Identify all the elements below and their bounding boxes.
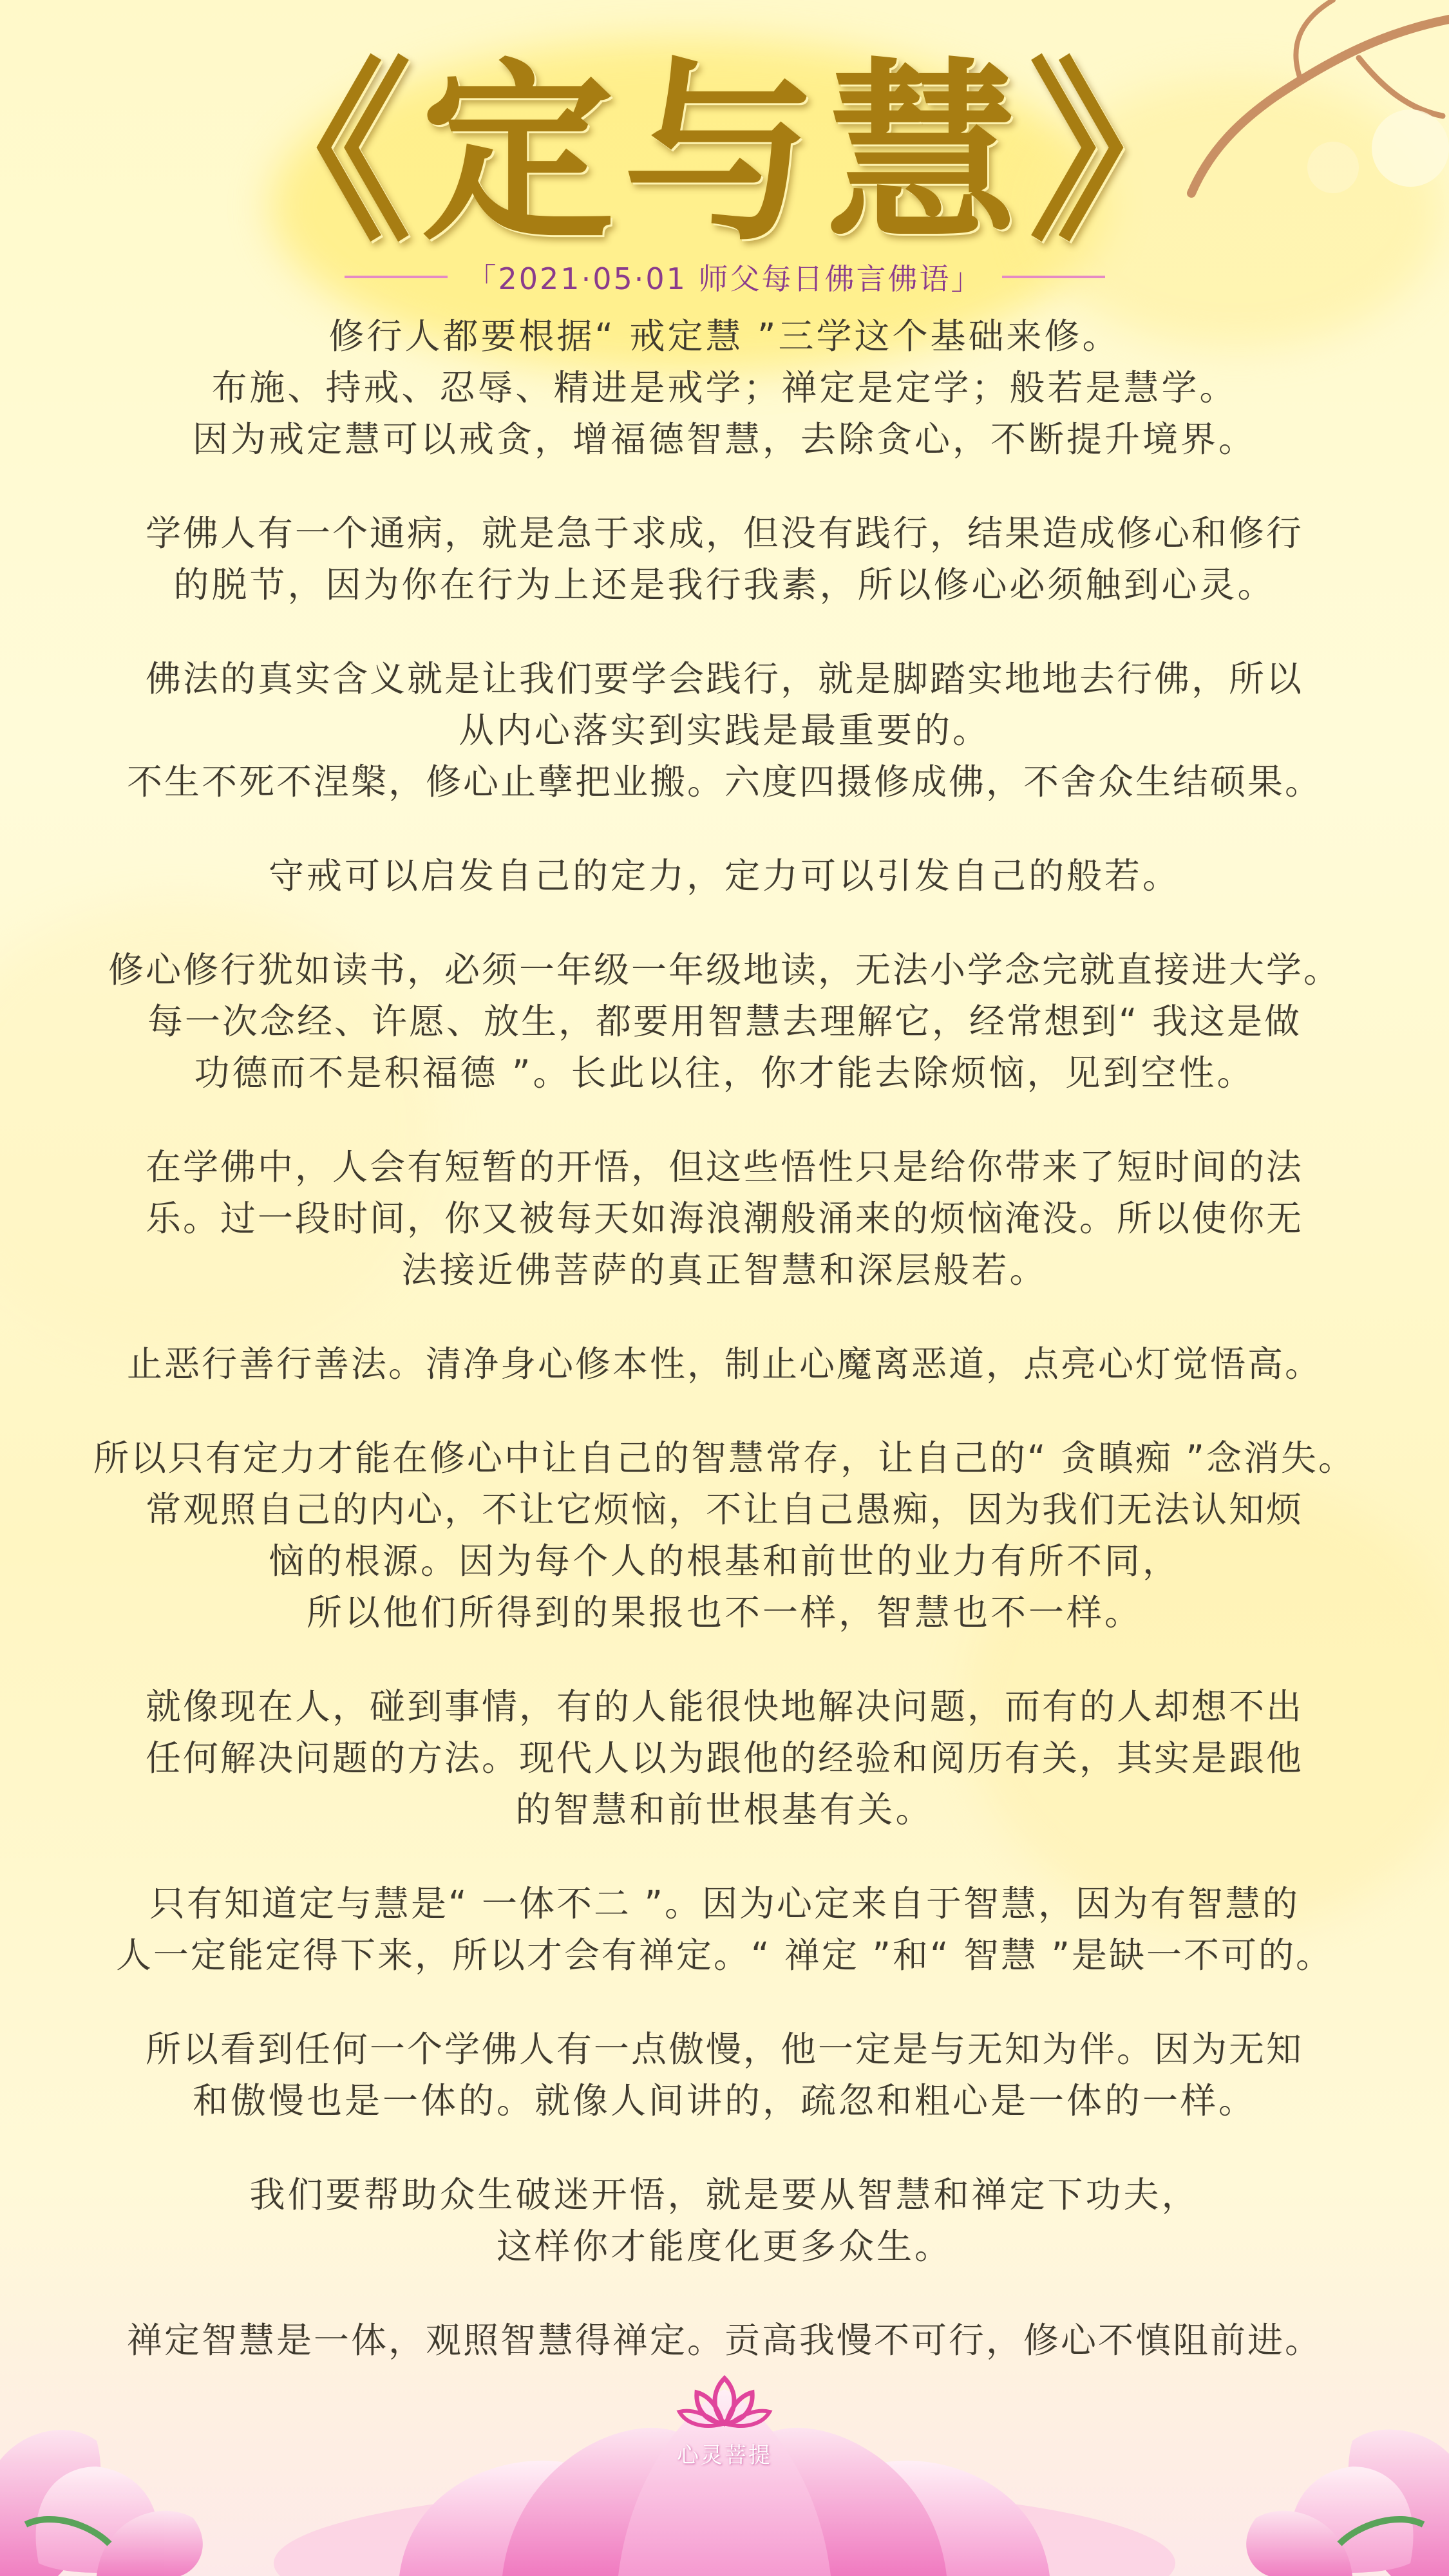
paragraph-4 [39, 850, 1410, 902]
text-line: 所以看到任何一个学佛人有一点傲慢，他一定是与无知为伴。因为无知 [145, 2029, 1303, 2070]
text-line: 在学佛中，人会有短暂的开悟，但这些悟性只是给你带来了短时间的法 [145, 1146, 1303, 1188]
text-line: 从内心落实到实践是最重要的。 [458, 710, 990, 751]
paragraph-12 [39, 2169, 1410, 2272]
text-line: 所以他们所得到的果报也不一样，智慧也不一样。 [306, 1592, 1142, 1633]
text-line: 止恶行善行善法。清净身心修本性，制止心魔离恶道，点亮心灯觉悟高。 [126, 1343, 1322, 1385]
text-line: 不生不死不涅槃，修心止孽把业搬。六度四摄修成佛，不舍众生结硕果。 [126, 761, 1322, 802]
article-body [39, 310, 1410, 2409]
subtitle: 「2021·05·01 师父每日佛言佛语」 [466, 261, 983, 296]
text-line: 常观照自己的内心，不让它烦恼，不让自己愚痴，因为我们无法认知烦 [145, 1489, 1303, 1530]
text-line: 的智慧和前世根基有关。 [515, 1789, 934, 1830]
paragraph-10 [39, 1878, 1410, 1981]
text-line: 人一定能定得下来，所以才会有禅定。“ 禅定 ”和“ 智慧 ”是缺一不可的。 [116, 1935, 1333, 1976]
text-line: 只有知道定与慧是“ 一体不二 ”。因为心定来自于智慧，因为有智慧的 [149, 1883, 1300, 1924]
text-line: 学佛人有一个通病，就是急于求成，但没有践行，结果造成修心和修行 [145, 513, 1303, 554]
text-line: 佛法的真实含义就是让我们要学会践行，就是脚踏实地地去行佛，所以 [145, 658, 1303, 699]
divider-left [345, 276, 448, 278]
text-line: 的脱节，因为你在行为上还是我行我素，所以修心必须触到心灵。 [173, 564, 1276, 605]
paragraph-5 [39, 944, 1410, 1099]
text-line: 恼的根源。因为每个人的根基和前世的业力有所不同， [268, 1540, 1180, 1582]
text-line: 就像现在人，碰到事情，有的人能很快地解决问题，而有的人却想不出 [145, 1686, 1303, 1727]
text-line: 每一次念经、许愿、放生，都要用智慧去理解它，经常想到“ 我这是做 [147, 1001, 1302, 1042]
text-line: 我们要帮助众生破迷开悟，就是要从智慧和禅定下功夫， [249, 2174, 1200, 2215]
paragraph-2 [39, 507, 1410, 611]
paragraph-1 [39, 310, 1410, 465]
text-line: 和傲慢也是一体的。就像人间讲的，疏忽和粗心是一体的一样。 [192, 2080, 1256, 2121]
paragraph-7 [39, 1338, 1410, 1390]
text-line: 禅定智慧是一体，观照智慧得禅定。贡高我慢不可行，修心不慎阻前进。 [126, 2320, 1322, 2361]
brand-logo [671, 2373, 778, 2469]
text-line: 因为戒定慧可以戒贪，增福德智慧，去除贪心，不断提升境界。 [192, 419, 1256, 460]
text-line: 修行人都要根据“ 戒定慧 ”三学这个基础来修。 [328, 316, 1121, 357]
text-line: 守戒可以启发自己的定力，定力可以引发自己的般若。 [268, 855, 1180, 896]
divider-right [1002, 276, 1105, 278]
lotus-icon [676, 2373, 773, 2431]
text-line: 布施、持戒、忍辱、精进是戒学；禅定是定学；般若是慧学。 [211, 367, 1238, 408]
text-line: 修心修行犹如读书，必须一年级一年级地读，无法小学念完就直接进大学。 [108, 949, 1341, 990]
paragraph-3 [39, 653, 1410, 808]
logo-text: 心灵菩提 [677, 2443, 772, 2468]
text-line: 法接近佛菩萨的真正智慧和深层般若。 [401, 1249, 1048, 1291]
text-line: 乐。过一段时间，你又被每天如海浪潮般涌来的烦恼淹没。所以使你无 [145, 1198, 1303, 1239]
paragraph-11 [39, 2023, 1410, 2126]
page-title: 《定与慧》 [219, 39, 1230, 267]
text-line: 功德而不是积福德 ”。长此以往，你才能去除烦恼，见到空性。 [194, 1052, 1255, 1094]
subtitle-row [0, 258, 1449, 296]
paragraph-9 [39, 1681, 1410, 1835]
paragraph-6 [39, 1141, 1410, 1296]
text-line: 这样你才能度化更多众生。 [496, 2226, 952, 2267]
text-line: 任何解决问题的方法。现代人以为跟他的经验和阅历有关，其实是跟他 [145, 1738, 1303, 1779]
paragraph-8 [39, 1432, 1410, 1638]
text-line: 所以只有定力才能在修心中让自己的智慧常存，让自己的“ 贪瞋痴 ”念消失。 [93, 1437, 1356, 1479]
